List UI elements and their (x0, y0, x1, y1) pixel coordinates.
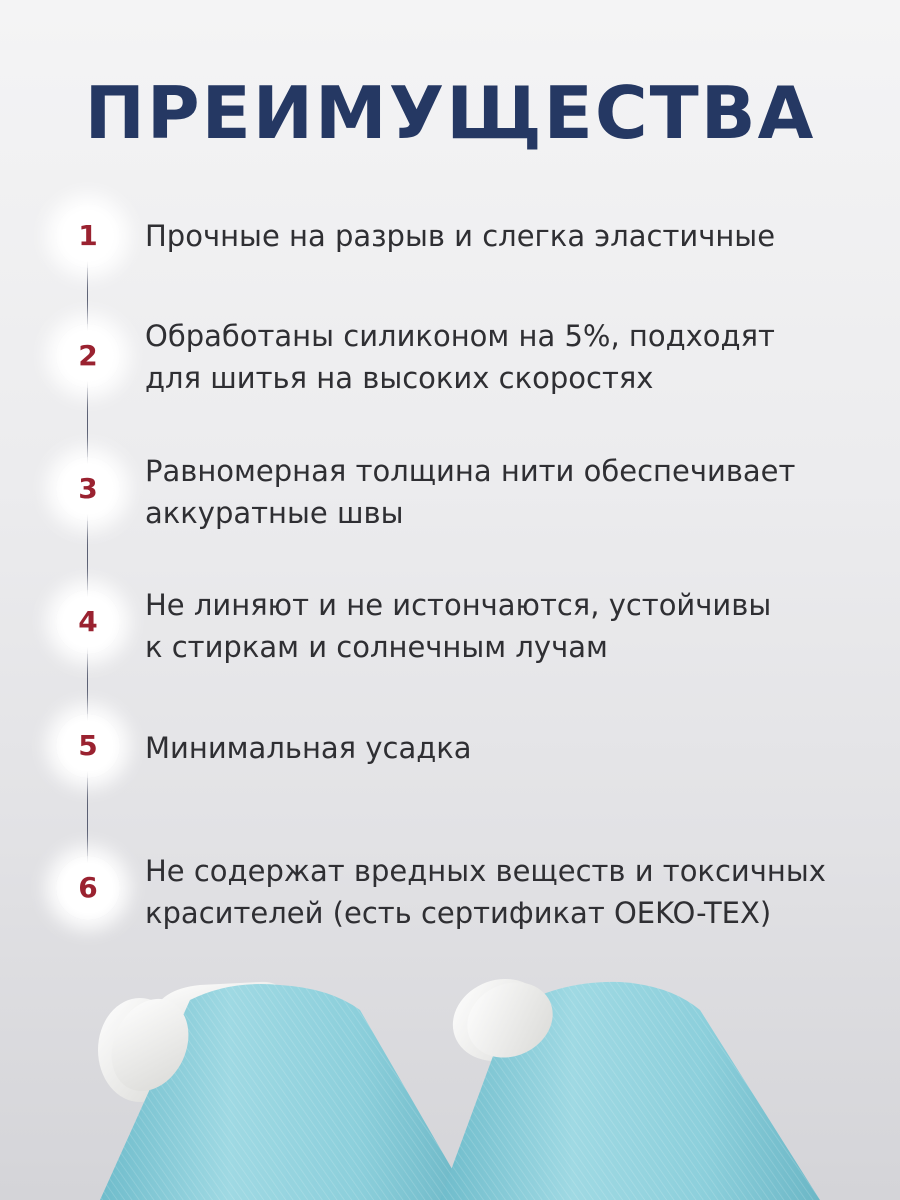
page-title: ПРЕИМУЩЕСТВА (84, 71, 816, 155)
thread-spools-image (0, 960, 900, 1200)
number-badge-5: 5 (56, 714, 120, 778)
advantage-line: Минимальная усадка (145, 731, 472, 765)
advantage-item-2 (145, 315, 865, 399)
advantage-line: Обработаны силиконом на 5%, подходят (145, 319, 775, 353)
advantage-line: Равномерная толщина нити обеспечивает (145, 454, 796, 488)
number-badge-4: 4 (56, 590, 120, 654)
number-badge-2: 2 (56, 324, 120, 388)
number-badge-1: 1 (56, 204, 120, 268)
number-badge-6: 6 (56, 856, 120, 920)
advantage-line: к стиркам и солнечным лучам (145, 630, 608, 664)
advantage-line: Не линяют и не истончаются, устойчивы (145, 588, 772, 622)
spool-right (440, 966, 820, 1200)
advantage-item-6 (145, 850, 865, 934)
advantage-item-4 (145, 584, 865, 668)
number-badge-3: 3 (56, 457, 120, 521)
advantage-line: аккуратные швы (145, 496, 404, 530)
spool-left (97, 982, 470, 1200)
advantage-item-1 (145, 215, 865, 257)
advantage-line: красителей (есть сертификат OEKO-TEX) (145, 896, 772, 930)
advantage-item-3 (145, 450, 865, 534)
advantage-line: Не содержат вредных веществ и токсичных (145, 854, 826, 888)
advantage-line: Прочные на разрыв и слегка эластичные (145, 219, 776, 253)
advantage-line: для шитья на высоких скоростях (145, 361, 654, 395)
advantage-item-5 (145, 727, 865, 769)
